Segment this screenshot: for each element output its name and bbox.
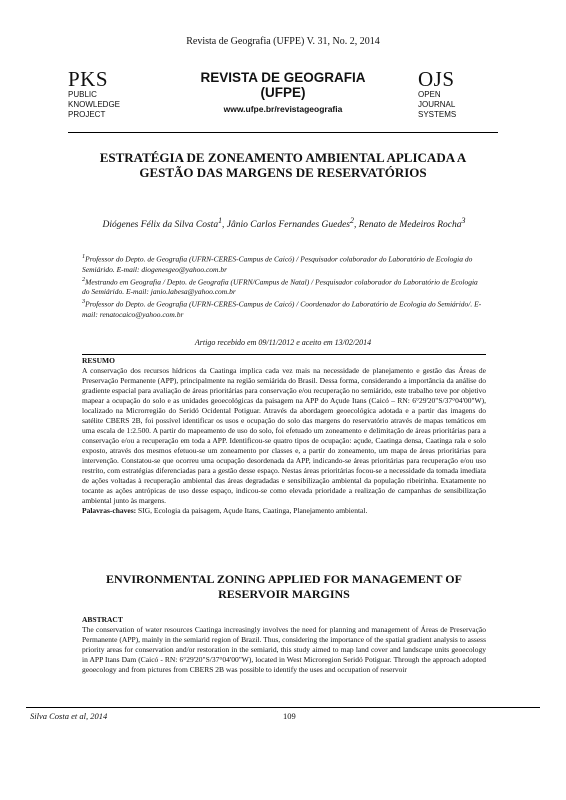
journal-masthead xyxy=(68,68,498,130)
affiliation-text: Professor do Depto. de Geografia (UFRN-CERES-Campus de Caicó) / Pesquisador colaborador do Laboratório de Ecologia do Semiárido. E-mail: diogenesgeo@yahoo.com.br xyxy=(82,254,473,274)
ojs-line: OPEN xyxy=(418,90,441,99)
ojs-line: SYSTEMS xyxy=(418,110,457,119)
affiliations xyxy=(82,252,486,320)
received-date: Artigo recebido em 09/11/2012 e aceito em 13/02/2014 xyxy=(194,338,372,347)
author-sup: 1 xyxy=(218,216,223,225)
pks-line: KNOWLEDGE xyxy=(68,100,121,109)
pks-logo-text: PKS xyxy=(68,67,109,91)
author-sup: 2 xyxy=(350,216,354,225)
journal-title-line: (UFPE) xyxy=(260,85,306,100)
ojs-logo-subtitle xyxy=(418,90,496,120)
affiliation xyxy=(82,297,486,320)
running-header: Revista de Geografia (UFPE) V. 31, No. 2, 2014 xyxy=(186,36,380,47)
journal-title-line: REVISTA DE GEOGRAFIA xyxy=(200,70,366,85)
ojs-logo-text: OJS xyxy=(418,67,455,91)
affiliation-text: Mestrando em Geografia / Depto. de Geografia (UFRN/Campus de Natal) / Pesquisador colaborador do Laboratório de Ecologia do Semiárido. E-mail: janio.labesa@yahoo.com.br xyxy=(82,277,478,296)
pks-line: PUBLIC xyxy=(68,90,97,99)
abstract-text: The conservation of water resources Caatinga increasingly involves the need for planning and management of Áreas de Preservação Permanente (APP), mainly in the semiarid region of Brazil. Thus, considering the importance of the spatial gradient analysis to assess priority areas for conservation and/or restoration in the semiarid, this study aimed to map land cover and landscape units geoecology in APP Itans Dam (Caicó - RN: 6°29'20"S/37°04'00"W), located in West Microregion Seridó Potiguar. Through the approach adopted geoecology and from pictures from CBERS 2B was possible to identify the uses and occupation of reservoir xyxy=(82,625,486,674)
author-list: Diógenes Félix da Silva Costa$^1$, Jânio Carlos Fernandes Guedes$^2$, Renato de Medeiros Rocha$^3$ xyxy=(102,216,466,231)
ojs-line: JOURNAL xyxy=(418,100,456,109)
resumo-text: A conservação dos recursos hídricos da Caatinga implica cada vez mais na necessidade de planejamento e gestão das Áreas de Preservação Permanente (APP), principalmente na região semiárida do Brasil. Dessa forma, considerando a importância da análise do gradiente espacial para avaliação de áreas prioritárias para conservação e/ou recuperação no semiárido, este trabalho teve por objetivo mapear a ocupação do solo e as unidades geoecológicas da paisagem na APP do Açude Itans (Caicó – RN: 6°29'20"S/37°04'00"W), localizado na Microrregião do Seridó Ocidental Potiguar. Através da abordagem geoecológica adotada e a partir das imagens do satélite CBERS 2B, foi possível identificar os usos e ocupação do solo das margens do reservatório através de mapas temáticos em uma escala de 1:2.500. A partir do mapeamento de uso do solo, foi efetuado um zoneamento e delimitação de áreas prioritárias para a conservação e/ou a recuperação em toda a APP. Identificou-se quatro tipos de ocupação: açude, Caatinga densa, Caatinga rala e solo exposto, através dos mesmos efetuou-se um zoneamento por classes e, a partir do zoneamento, um mapa de áreas prioritárias para intervenção. Constatou-se que ocorreu uma ocupação desordenada da APP, indicando-se áreas prioritárias para recuperação e/ou uso restrito, com estratégias diferenciadas para a gestão desse espaço. Nestas áreas prioritárias focou-se a necessidade da tomada imediata de ações voltadas à recuperação ambiental das áreas degradadas e sensibilização ambiental da população ribeirinha. Exatamente no tocante as ações antrópicas de uso desse espaço, indicou-se como elevada prioridade a realização de campanhas de sensibilização ambiental junto às margens. xyxy=(82,366,486,505)
keywords-pt xyxy=(82,506,486,516)
resumo-heading: RESUMO xyxy=(82,356,115,365)
article-title-en: ENVIRONMENTAL ZONING APPLIED FOR MANAGEMENT OF RESERVOIR MARGINS xyxy=(106,572,462,601)
abstract-heading: ABSTRACT xyxy=(82,615,123,624)
pks-logo-subtitle xyxy=(68,90,146,120)
page-number: 109 xyxy=(283,711,296,721)
affiliation-sup: 1 xyxy=(82,253,86,260)
keywords-value: SIG, Ecologia da paisagem, Açude Itans, Caatinga, Planejamento ambiental. xyxy=(138,506,368,515)
keywords-label: Palavras-chaves: xyxy=(82,506,137,515)
pks-logo xyxy=(68,68,146,120)
affiliation xyxy=(82,252,486,275)
footer-divider xyxy=(26,707,540,708)
footer-citation: Silva Costa et al, 2014 xyxy=(30,711,108,721)
masthead-divider xyxy=(68,132,498,133)
article-title-pt: ESTRATÉGIA DE ZONEAMENTO AMBIENTAL APLICADA A GESTÃO DAS MARGENS DE RESERVATÓRIOS xyxy=(99,150,467,180)
affiliation-text: Professor do Depto. de Geografia (UFRN-CERES-Campus de Caicó) / Coordenador do Laboratório de Ecologia do Semiárido/. E-mail: renatocaico@yahoo.com.br xyxy=(82,299,482,319)
resumo-divider xyxy=(82,354,486,355)
abstract-section xyxy=(82,615,486,675)
journal-url[interactable]: www.ufpe.br/revistageografia xyxy=(223,104,343,114)
author-name: Diógenes Félix da Silva Costa xyxy=(102,220,219,231)
author-name: Renato de Medeiros Rocha xyxy=(358,220,462,231)
author-name: Jânio Carlos Fernandes Guedes xyxy=(226,220,351,231)
pks-line: PROJECT xyxy=(68,110,106,119)
resumo-section xyxy=(82,356,486,516)
journal-title xyxy=(160,70,406,100)
affiliation-sup: 2 xyxy=(82,275,86,283)
ojs-logo xyxy=(418,68,496,120)
affiliation-sup: 3 xyxy=(82,298,86,305)
author-sup: 3 xyxy=(461,216,466,225)
affiliation xyxy=(82,275,486,298)
